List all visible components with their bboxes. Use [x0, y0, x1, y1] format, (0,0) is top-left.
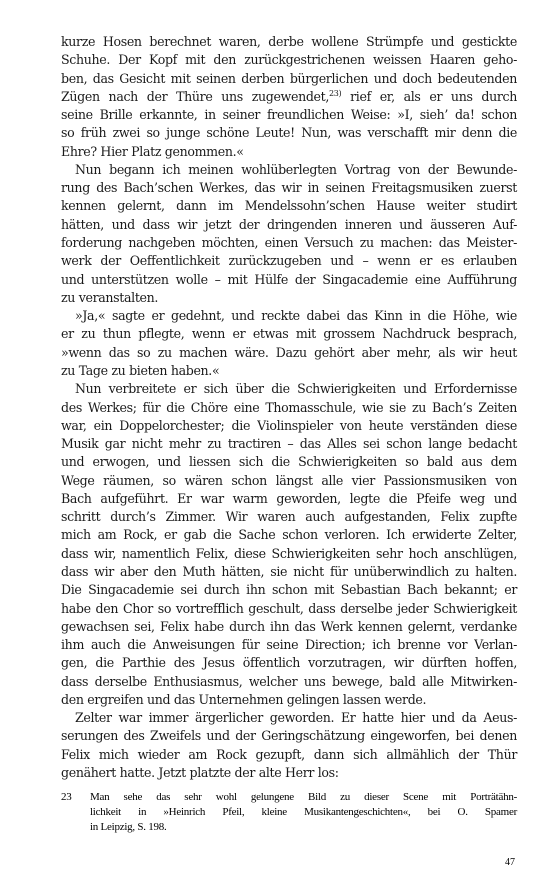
footnote-reference: 23): [329, 88, 342, 98]
footnote-line: lichkeit in »Heinrich Pfeil, kleine Musikantengeschichten«, bei O. Spamer: [90, 806, 517, 818]
text-line: und erwogen, und liessen sich die Schwierigkeiten so bald aus dem: [61, 454, 517, 470]
text-line: und unterstützen wolle – mit Hülfe der Singacademie eine Aufführung: [61, 271, 517, 287]
text-line: seine Brille erkannte, in seiner freundlichen Weise: »I, sieh’ da! schon: [61, 107, 517, 123]
text-line: Schuhe. Der Kopf mit den zurückgestrichenen weissen Haaren geho-: [61, 52, 517, 68]
text-line: werk der Oeffentlichkeit zurückzugeben und – wenn er es erlauben: [61, 253, 517, 269]
text-line: Nun verbreitete er sich über die Schwierigkeiten und Erfordernisse: [75, 381, 517, 397]
text-line: schritt durch’s Zimmer. Wir waren auch aufgestanden, Felix zupfte: [61, 509, 517, 525]
page-number: 47: [505, 857, 515, 868]
text-line: Bach aufgeführt. Er war warm geworden, legte die Pfeife weg und: [61, 490, 517, 506]
text-line: ihm auch die Anweisungen für seine Direction; ich brenne vor Verlan-: [61, 637, 517, 653]
text-line: rung des Bach’schen Werkes, das wir in seinen Freitagsmusiken zuerst: [61, 180, 517, 196]
text-line: Nun begann ich meinen wohlüberlegten Vortrag von der Bewunde-: [75, 161, 517, 177]
text-line: des Werkes; für die Chöre eine Thomasschule, wie sie zu Bach’s Zeiten: [61, 399, 517, 415]
text-line: Zelter war immer ärgerlicher geworden. Er hatte hier und da Aeus-: [75, 710, 517, 726]
text-line: forderung nachgeben möchten, einen Versuch zu machen: das Meister-: [61, 235, 517, 251]
text-line: serungen des Zweifels und der Geringschätzung eingeworfen, bei denen: [61, 728, 517, 744]
text-line: »wenn das so zu machen wäre. Dazu gehört aber mehr, als wir heut: [61, 344, 517, 360]
text-line: Die Singacademie sei durch ihn schon mit Sebastian Bach bekannt; er: [61, 582, 517, 598]
text-line: hätten, und dass wir jetzt der dringenden inneren und äusseren Auf-: [61, 216, 517, 232]
text-line: genähert hatte. Jetzt platzte der alte Herr los:: [61, 765, 339, 780]
text-line: [61, 88, 517, 106]
text-line: Wege räumen, so wären schon längst alle vier Passionsmusiken von: [61, 472, 517, 488]
text-line: gewachsen sei, Felix habe durch ihn das Werk kennen gelernt, verdanke: [61, 618, 517, 634]
footnote-number: 23: [61, 791, 72, 803]
text-line: kurze Hosen berechnet waren, derbe wollene Strümpfe und gestickte: [61, 34, 517, 49]
footnote-line: Man sehe das sehr wohl gelungene Bild zu dieser Scene mit Porträtähn-: [90, 791, 517, 803]
text-line: er zu thun pflegte, wenn er etwas mit grossem Nachdruck besprach,: [61, 326, 517, 342]
text-line: den ergreifen und das Unternehmen gelingen lassen werde.: [61, 691, 427, 707]
text-line: dass derselbe Enthusiasmus, welcher uns bewege, bald alle Mitwirken-: [61, 673, 517, 689]
text-line: war, ein Doppelorchester; die Violinspieler von heute verständen diese: [61, 417, 517, 433]
text-line: Ehre? Hier Platz genommen.«: [61, 143, 244, 159]
text-segment: Zügen nach der Thüre uns zugewendet,: [61, 88, 330, 104]
text-line: habe den Chor so vortrefflich geschult, dass derselbe jeder Schwierigkeit: [61, 600, 517, 616]
footnote-line: in Leipzig, S. 198.: [90, 821, 167, 833]
text-line: kennen gelernt, dann im Mendelssohn’schen Hause weiter studirt: [61, 198, 517, 214]
text-line: Felix mich wieder am Rock gezupft, dann sich allmählich der Thür: [61, 746, 517, 762]
text-line: zu Tage zu bieten haben.«: [61, 362, 220, 378]
text-segment: rief er, als er uns durch: [341, 88, 517, 104]
text-line: zu veranstalten.: [61, 289, 159, 305]
text-line: gen, die Parthie des Jesus öffentlich vorzutragen, wir dürften hoffen,: [61, 655, 517, 671]
text-line: ben, das Gesicht mit seinen derben bürgerlichen und doch bedeutenden: [61, 70, 517, 86]
text-line: »Ja,« sagte er gedehnt, und reckte dabei das Kinn in die Höhe, wie: [75, 308, 517, 324]
text-line: dass wir aber den Muth hätten, sie nicht für unüberwindlich zu halten.: [61, 563, 517, 579]
text-line: mich am Rock, er gab die Sache schon verloren. Ich erwiderte Zelter,: [61, 527, 517, 543]
text-line: so früh zwei so junge schöne Leute! Nun, was verschafft mir denn die: [61, 125, 517, 141]
text-line: Musik gar nicht mehr zu tractiren – das Alles sei schon lange bedacht: [61, 436, 517, 452]
text-line: dass wir, namentlich Felix, diese Schwierigkeiten sehr hoch anschlügen,: [61, 545, 517, 561]
